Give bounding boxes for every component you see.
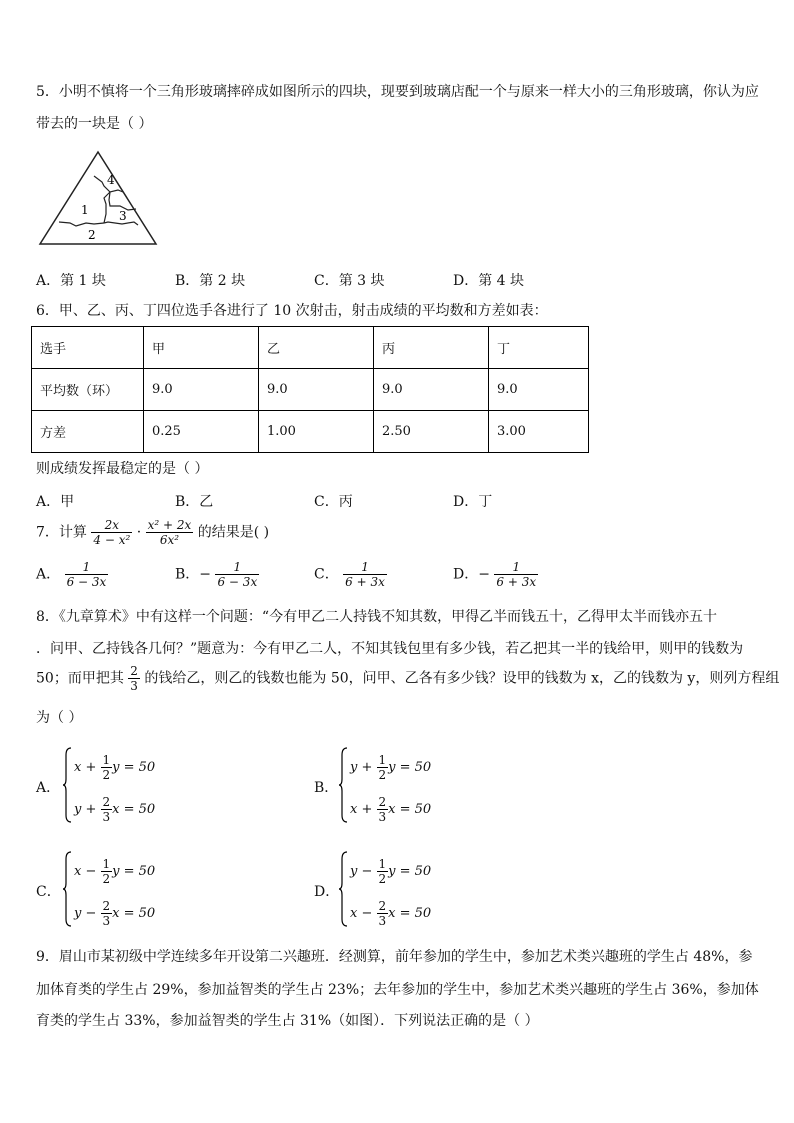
- q9-line2: 加体育类的学生占 29%，参加益智类的学生占 23%；去年参加的学生中，参加艺术类兴趣班的学生占 36%，参加体: [36, 982, 759, 998]
- q8-line3-fraction: [128, 664, 140, 693]
- option-label: B．: [175, 566, 200, 583]
- eq-part: y = 50: [388, 760, 432, 775]
- q8-line3-part-a: 50；而甲把其: [36, 670, 124, 687]
- option-sign: −: [199, 566, 212, 583]
- q8-option-d-system: [338, 851, 538, 931]
- option-fraction: [343, 560, 387, 589]
- fraction-denominator: 2: [378, 872, 387, 886]
- q5-option-d: D．第 4 块: [453, 273, 525, 289]
- q7-option-b: [175, 560, 259, 589]
- eq-part: x +: [74, 760, 97, 775]
- equation-2: [74, 899, 155, 928]
- table-cell: 3.00: [489, 411, 589, 453]
- q8-option-d-label: D．: [314, 884, 340, 900]
- fraction-denominator: 6 − 3x: [217, 575, 258, 589]
- piece-label-1: 1: [81, 203, 89, 217]
- fraction-denominator: 6x²: [146, 532, 194, 547]
- eq-fraction: [377, 753, 389, 782]
- eq-part: y = 50: [388, 864, 432, 879]
- equation-2: [74, 795, 155, 824]
- q9-line3: 育类的学生占 33%，参加益智类的学生占 31%（如图）．下列说法正确的是（ ）: [36, 1013, 539, 1029]
- table-cell: 0.25: [144, 411, 259, 453]
- q7-prefix: 7．计算: [36, 524, 87, 541]
- fraction-denominator: 2: [378, 768, 387, 782]
- eq-part: x = 50: [388, 802, 432, 817]
- fraction-numerator: 1: [361, 560, 369, 574]
- table-cell: 方差: [32, 411, 144, 453]
- fraction-numerator: 2: [130, 664, 138, 678]
- fraction-numerator: 2: [378, 795, 387, 809]
- q8-option-c-system: [62, 851, 262, 931]
- q8-option-b-system: [338, 747, 538, 827]
- q8-line4: 为（ ）: [36, 710, 83, 726]
- eq-part: y = 50: [112, 864, 156, 879]
- fraction-numerator: 1: [82, 560, 91, 574]
- q8-option-c-label: C．: [36, 884, 61, 900]
- table-cell: 1.00: [259, 411, 374, 453]
- eq-part: y +: [74, 802, 97, 817]
- eq-fraction: [101, 899, 113, 928]
- table-cell: 丁: [489, 327, 589, 369]
- option-label: C．: [314, 566, 339, 583]
- fraction-denominator: 6 + 3x: [345, 575, 385, 589]
- q5-option-a: A．第 1 块: [36, 273, 106, 289]
- equation-1: [74, 857, 155, 886]
- q6-option-a: A．甲: [36, 494, 75, 510]
- q7-fraction-1: [91, 518, 132, 547]
- eq-part: x −: [350, 906, 373, 921]
- table-row: [32, 369, 589, 411]
- eq-part: y = 50: [112, 760, 156, 775]
- eq-fraction: [101, 795, 113, 824]
- eq-part: x = 50: [388, 906, 432, 921]
- fraction-numerator: 2: [102, 899, 111, 913]
- q6-option-b: B．乙: [175, 494, 214, 510]
- fraction-numerator: 2x: [104, 518, 120, 532]
- q7-option-d: [453, 560, 538, 589]
- table-cell: 9.0: [489, 369, 589, 411]
- equation-2: [350, 899, 431, 928]
- table-cell: 选手: [32, 327, 144, 369]
- q8-option-a-label: A．: [36, 780, 61, 796]
- fraction-denominator: 4 − x²: [93, 533, 131, 547]
- fraction-numerator: 2: [378, 899, 387, 913]
- table-cell: 9.0: [259, 369, 374, 411]
- fraction-numerator: x² + 2x: [147, 518, 192, 532]
- eq-part: x = 50: [112, 906, 156, 921]
- q9-line1: 9．眉山市某初级中学连续多年开设第二兴趣班．经测算，前年参加的学生中，参加艺术类兴趣班的学生占 48%，参: [36, 949, 753, 965]
- fraction-numerator: 1: [233, 560, 242, 574]
- q6-option-d: D．丁: [453, 494, 493, 510]
- q7-dot: ·: [136, 524, 142, 541]
- q6-table: [31, 326, 589, 453]
- equation-1: [74, 753, 155, 782]
- brace-icon: [62, 747, 72, 823]
- fraction-denominator: 2: [102, 768, 111, 782]
- eq-fraction: [377, 795, 389, 824]
- fraction-numerator: 2: [102, 795, 111, 809]
- q6-after: 则成绩发挥最稳定的是（ ）: [36, 461, 209, 477]
- q6-option-c: C．丙: [314, 494, 353, 510]
- eq-part: x +: [350, 802, 373, 817]
- q7-suffix: 的结果是( ): [197, 524, 270, 541]
- option-label: D．: [453, 566, 479, 583]
- eq-part: x −: [74, 864, 97, 879]
- option-fraction: [65, 560, 109, 589]
- fraction-numerator: 1: [102, 857, 111, 871]
- fraction-numerator: 1: [378, 753, 387, 767]
- q8-line3-part-b: 的钱给乙，则乙的钱数也能为 50，问甲、乙各有多少钱？设甲的钱数为 x，乙的钱数为 y，则列方程组: [144, 670, 780, 687]
- q5-line1: 5．小明不慎将一个三角形玻璃摔碎成如图所示的四块，现要到玻璃店配一个与原来一样大小的三角形玻璃，你认为应: [36, 84, 759, 100]
- fraction-denominator: 2: [102, 872, 111, 886]
- brace-icon: [338, 851, 348, 927]
- q8-line1: 8．《九章算术》中有这样一个问题：“今有甲乙二人持钱不知其数，甲得乙半而钱五十，乙得甲太半而钱亦五十: [36, 609, 718, 625]
- fraction-numerator: 1: [378, 857, 387, 871]
- eq-fraction: [101, 857, 113, 886]
- table-cell: 丙: [374, 327, 489, 369]
- fraction-denominator: 3: [130, 679, 138, 693]
- fraction-denominator: 3: [378, 810, 387, 824]
- equation-1: [350, 857, 431, 886]
- option-sign: −: [478, 566, 490, 583]
- q5-line2: 带去的一块是（ ）: [36, 116, 153, 132]
- fraction-denominator: 3: [378, 914, 387, 928]
- q8-option-a-system: [62, 747, 262, 827]
- piece-label-3: 3: [119, 209, 127, 223]
- q5-option-b: B．第 2 块: [175, 273, 246, 289]
- q7-option-a: [36, 560, 108, 589]
- option-fraction: [215, 560, 259, 589]
- q7-fraction-2: [146, 518, 194, 547]
- fraction-numerator: 1: [512, 560, 521, 574]
- piece-label-2: 2: [88, 228, 96, 242]
- table-cell: 甲: [144, 327, 259, 369]
- fraction-denominator: 3: [102, 914, 111, 928]
- table-row: [32, 411, 589, 453]
- brace-icon: [62, 851, 72, 927]
- option-fraction: [494, 560, 538, 589]
- eq-part: y +: [350, 760, 373, 775]
- table-cell: 9.0: [374, 369, 489, 411]
- table-cell: 乙: [259, 327, 374, 369]
- q5-option-c: C．第 3 块: [314, 273, 385, 289]
- fraction-numerator: 1: [102, 753, 111, 767]
- eq-part: x = 50: [112, 802, 156, 817]
- eq-fraction: [377, 857, 389, 886]
- q6-stem: 6．甲、乙、丙、丁四位选手各进行了 10 次射击，射击成绩的平均数和方差如表：: [36, 303, 548, 319]
- q8-line3: [36, 664, 779, 693]
- eq-fraction: [377, 899, 389, 928]
- table-cell: 9.0: [144, 369, 259, 411]
- table-row: [32, 327, 589, 369]
- equation-1: [350, 753, 431, 782]
- eq-part: y −: [350, 864, 373, 879]
- table-cell: 平均数（环）: [32, 369, 144, 411]
- option-label: A．: [36, 566, 61, 583]
- fraction-denominator: 6 − 3x: [66, 575, 107, 589]
- table-cell: 2.50: [374, 411, 489, 453]
- eq-part: y −: [74, 906, 97, 921]
- fraction-denominator: 3: [102, 810, 111, 824]
- q8-option-b-label: B．: [314, 780, 339, 796]
- eq-fraction: [101, 753, 113, 782]
- piece-label-4: 4: [107, 173, 115, 187]
- q7-expression: [36, 518, 269, 547]
- q8-line2: ．问甲、乙持钱各几何？”题意为：今有甲乙二人，不知其钱包里有多少钱，若乙把其一半的钱给甲，则甲的钱数为: [36, 641, 744, 657]
- triangle-figure: [36, 148, 160, 248]
- fraction-denominator: 6 + 3x: [496, 575, 537, 589]
- equation-2: [350, 795, 431, 824]
- brace-icon: [338, 747, 348, 823]
- q7-option-c: [314, 560, 387, 589]
